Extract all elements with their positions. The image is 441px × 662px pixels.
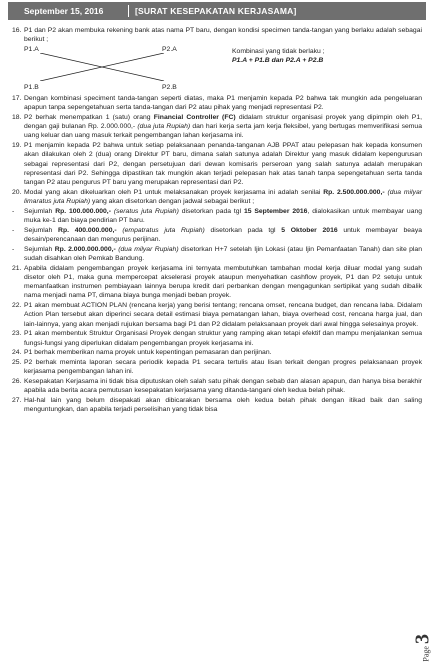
header-separator (128, 5, 129, 17)
text-run: dan hari kerja serta jam kerja fleksibel, yang bertugas memverifikasi semua uang keluar dan uang masuk terkait pengembangan lahan kerjasama ini. (24, 123, 422, 140)
text-run: untuk membayar beaya desain/perencanaan dan mengurus perijinan. (24, 226, 422, 244)
payment-amount: Rp. 400.000.000,- (58, 226, 117, 234)
payment-amount: Rp. 100.000.000,- (55, 207, 111, 215)
clause-text: P1 akan membuat ACTION PLAN (rencana kerja) yang berisi tentang; rencana omset, rencana budget, dan rencana laba. Didalam Action Plan tersebut akan diperinci secara detail estimasi biaya pematangan lahan, biaya overhead cost, rencana harga jual, dan lain-lainnya, yang akan menjadi rujukan bersama bagi P1 dan P2 didalam pelaksanaan proyek dari awal hingga selesainya proyek. (24, 302, 422, 328)
clause-24 (12, 348, 422, 357)
clause-text: P2 berhak meminta laporan secara periodik kepada P1 secara tertulis atau lisan terkait dengan progres pelaksanaan proyek kerjasama pengembangan lahan ini. (24, 359, 422, 376)
bullet-dash: - (12, 245, 15, 253)
clause-text: Kesepakatan Kerjasama ini tidak bisa diputuskan oleh salah satu pihak dengan sebab dan alasan apapun, dan hanya bisa berakhir apabila ada berita acara pemutusan kesepakatan kerjasama yang ditanda-tangani oleh kedua belah pihak. (24, 378, 422, 395)
financial-controller-term: Financial Controller (FC) (153, 114, 236, 121)
invalid-combination-note (232, 47, 325, 65)
text-run: Sejumlah (24, 207, 56, 215)
text-run: disetorkan H+7 setelah Ijin Lokasi (atau Ijin Pemanfaatan Tanah) dan site plan sudah disahkan oleh Pemkab Bandung. (24, 245, 422, 263)
clause-21 (12, 264, 422, 301)
text-run: disetorkan pada tgl (204, 226, 282, 234)
diagram-cross-lines (40, 53, 168, 81)
clause-number: 27. (12, 397, 22, 405)
amount-in-words: (empatratus juta Rupiah) (122, 226, 205, 234)
payment-schedule-item-1 (12, 207, 422, 225)
diagram-label-p2b: P2.B (162, 84, 177, 91)
clause-text: P1 menjamin kepada P2 bahwa untuk setiap pelaksanaan penanda-tanganan AJB PPAT atau pelepasan hak kepada konsumen akan dilakukan oleh 2 (dua) orang Direktur PT baru, dimana salah satunya adalah Direktur yang masuk didalam kepengurusan sebagai representasi dari P2, dengan persetujuan dari dewan komisaris perseroan yang salah satunya adalah merupakan representasi dari P2. Sehingga dipastikan tak mungkin akan terjadi pelepasan hak atas tanah tanpa sepengetahuan serta tanda tangan P2 atau pengurus PT baru yang merupakan representasi dari P2. (24, 142, 422, 187)
diagram-label-p1b: P1.B (24, 84, 39, 91)
clause-17 (12, 94, 422, 112)
clause-text: Dengan kombinasi speciment tanda-tangan seperti diatas, maka P1 menjamin kepada P2 bahwa tak mungkin ada pengeluaran apapun tanpa sepengetahuan serta tanda-tangan dari P2 atau pihak yang menjadi representasi P2. (24, 95, 422, 112)
bullet-dash: - (12, 226, 15, 234)
text-run: yang akan disetorkan dengan jadwal sebagai berikut ; (90, 198, 255, 206)
clause-number: 18. (12, 114, 22, 121)
text-run: P2 berhak menempatkan 1 (satu) orang (24, 114, 154, 121)
clause-number: 20. (12, 188, 22, 196)
clause-text: Apabila didalam pengembangan proyek kerjasama ini ternyata membutuhkan tambahan modal kerja diluar modal yang sudah disetor oleh P1, maka guna mempercepat akselerasi proyek ataupun menyehatkan cashflow proyek, P1 dan P2 setuju untuk memanfaatkan instrumen pembiayaan lainnya berupa kredit dari perbankan dengan mengagunkan sertipikat yang sudah dibalik nama menjadi nama PT, dimana biaya bunga menjadi beban proyek. (24, 264, 422, 300)
clause-text: Hal-hal lain yang belum disepakati akan dibicarakan bersama oleh kedua belah pihak dengan itikad baik dan saling menguntungkan, dan apabila terjadi perselisihan yang tidak bisa (24, 397, 422, 414)
amount-in-words: (dua milyar limaratus juta Rupiah) (24, 188, 422, 206)
amount-in-words: (dua juta Rupiah) (137, 123, 191, 131)
amount-in-words: (seratus juta Rupiah) (113, 207, 179, 215)
page-number-value: 3 (412, 634, 434, 644)
text-run: Sejumlah (24, 245, 55, 253)
page-label: Page (422, 646, 431, 662)
clause-number: 19. (12, 142, 22, 150)
clause-22 (12, 301, 422, 329)
clause-text: P1 berhak memberikan nama proyek untuk kepentingan pemasaran dan perijinan. (24, 349, 272, 357)
payment-date: 5 Oktober 2016 (281, 226, 338, 234)
clause-20 (12, 188, 422, 206)
clause-25 (12, 358, 422, 376)
payment-amount: Rp. 2.000.000.000,- (54, 245, 116, 253)
payment-schedule-item-2 (12, 226, 422, 244)
text-run: disetorkan pada tgl (178, 207, 244, 215)
payment-schedule-item-3 (12, 245, 422, 263)
clause-26 (12, 377, 422, 395)
schedule-text (24, 226, 422, 244)
clause-number: 22. (12, 302, 22, 310)
clause-number: 25. (12, 359, 22, 367)
clause-number: 24. (12, 349, 22, 357)
clause-23 (12, 329, 422, 347)
clause-text (24, 188, 422, 206)
clause-19 (12, 141, 422, 187)
text-run: didalam struktur organisasi proyek yang dipimpin oleh P1, dengan gaji bulanan Rp. 2.000.000,- (24, 114, 422, 131)
clause-number: 16. (12, 27, 22, 34)
clause-16 (12, 26, 422, 44)
document-body (12, 26, 422, 415)
diagram-label-p2a: P2.A (162, 46, 177, 53)
schedule-text (24, 245, 422, 263)
capital-amount: Rp. 2.500.000.000,- (323, 188, 385, 196)
clause-number: 17. (12, 95, 22, 102)
page-number (412, 634, 435, 662)
page-header (8, 2, 426, 20)
clause-number: 21. (12, 264, 22, 272)
clause-text (24, 113, 422, 141)
diagram-label-p1a: P1.A (24, 46, 39, 53)
clause-text: P1 dan P2 akan membuka rekening bank atas nama PT baru, dengan kondisi specimen tanda-tangan yang berlaku adalah sebagai berikut ; (24, 27, 422, 44)
text-run: Sejumlah (24, 226, 59, 234)
combination-title: Kombinasi yang tidak berlaku ; (232, 48, 325, 55)
clause-number: 23. (12, 330, 22, 338)
combination-value: P1.A + P1.B dan P2.A + P2.B (232, 57, 324, 64)
schedule-text (24, 207, 422, 225)
amount-in-words: (dua milyar Rupiah) (118, 245, 179, 253)
clause-27 (12, 396, 422, 414)
payment-date: 15 September 2016 (243, 207, 308, 215)
signature-diagram (24, 45, 422, 93)
text-run: , dialokasikan untuk membayar uang muka ke-1 dan biaya pendirian PT baru. (24, 207, 423, 225)
clause-18 (12, 113, 422, 141)
header-date: September 15, 2016 (24, 6, 104, 16)
header-title: [SURAT KESEPAKATAN KERJASAMA] (135, 6, 297, 16)
text-run: Modal yang akan dikeluarkan oleh P1 untuk melaksanakan proyek kerjasama ini adalah senilai (24, 188, 324, 196)
bullet-dash: - (12, 207, 15, 215)
clause-text: P1 akan membentuk Struktur Organisasi Proyek dengan struktur yang ramping akan tetapi efektif dan mampu menjalankan semua fungsi-fungsi yang diperlukan didalam pengembangan proyek kerjasama ini. (24, 330, 422, 347)
clause-number: 26. (12, 378, 22, 386)
